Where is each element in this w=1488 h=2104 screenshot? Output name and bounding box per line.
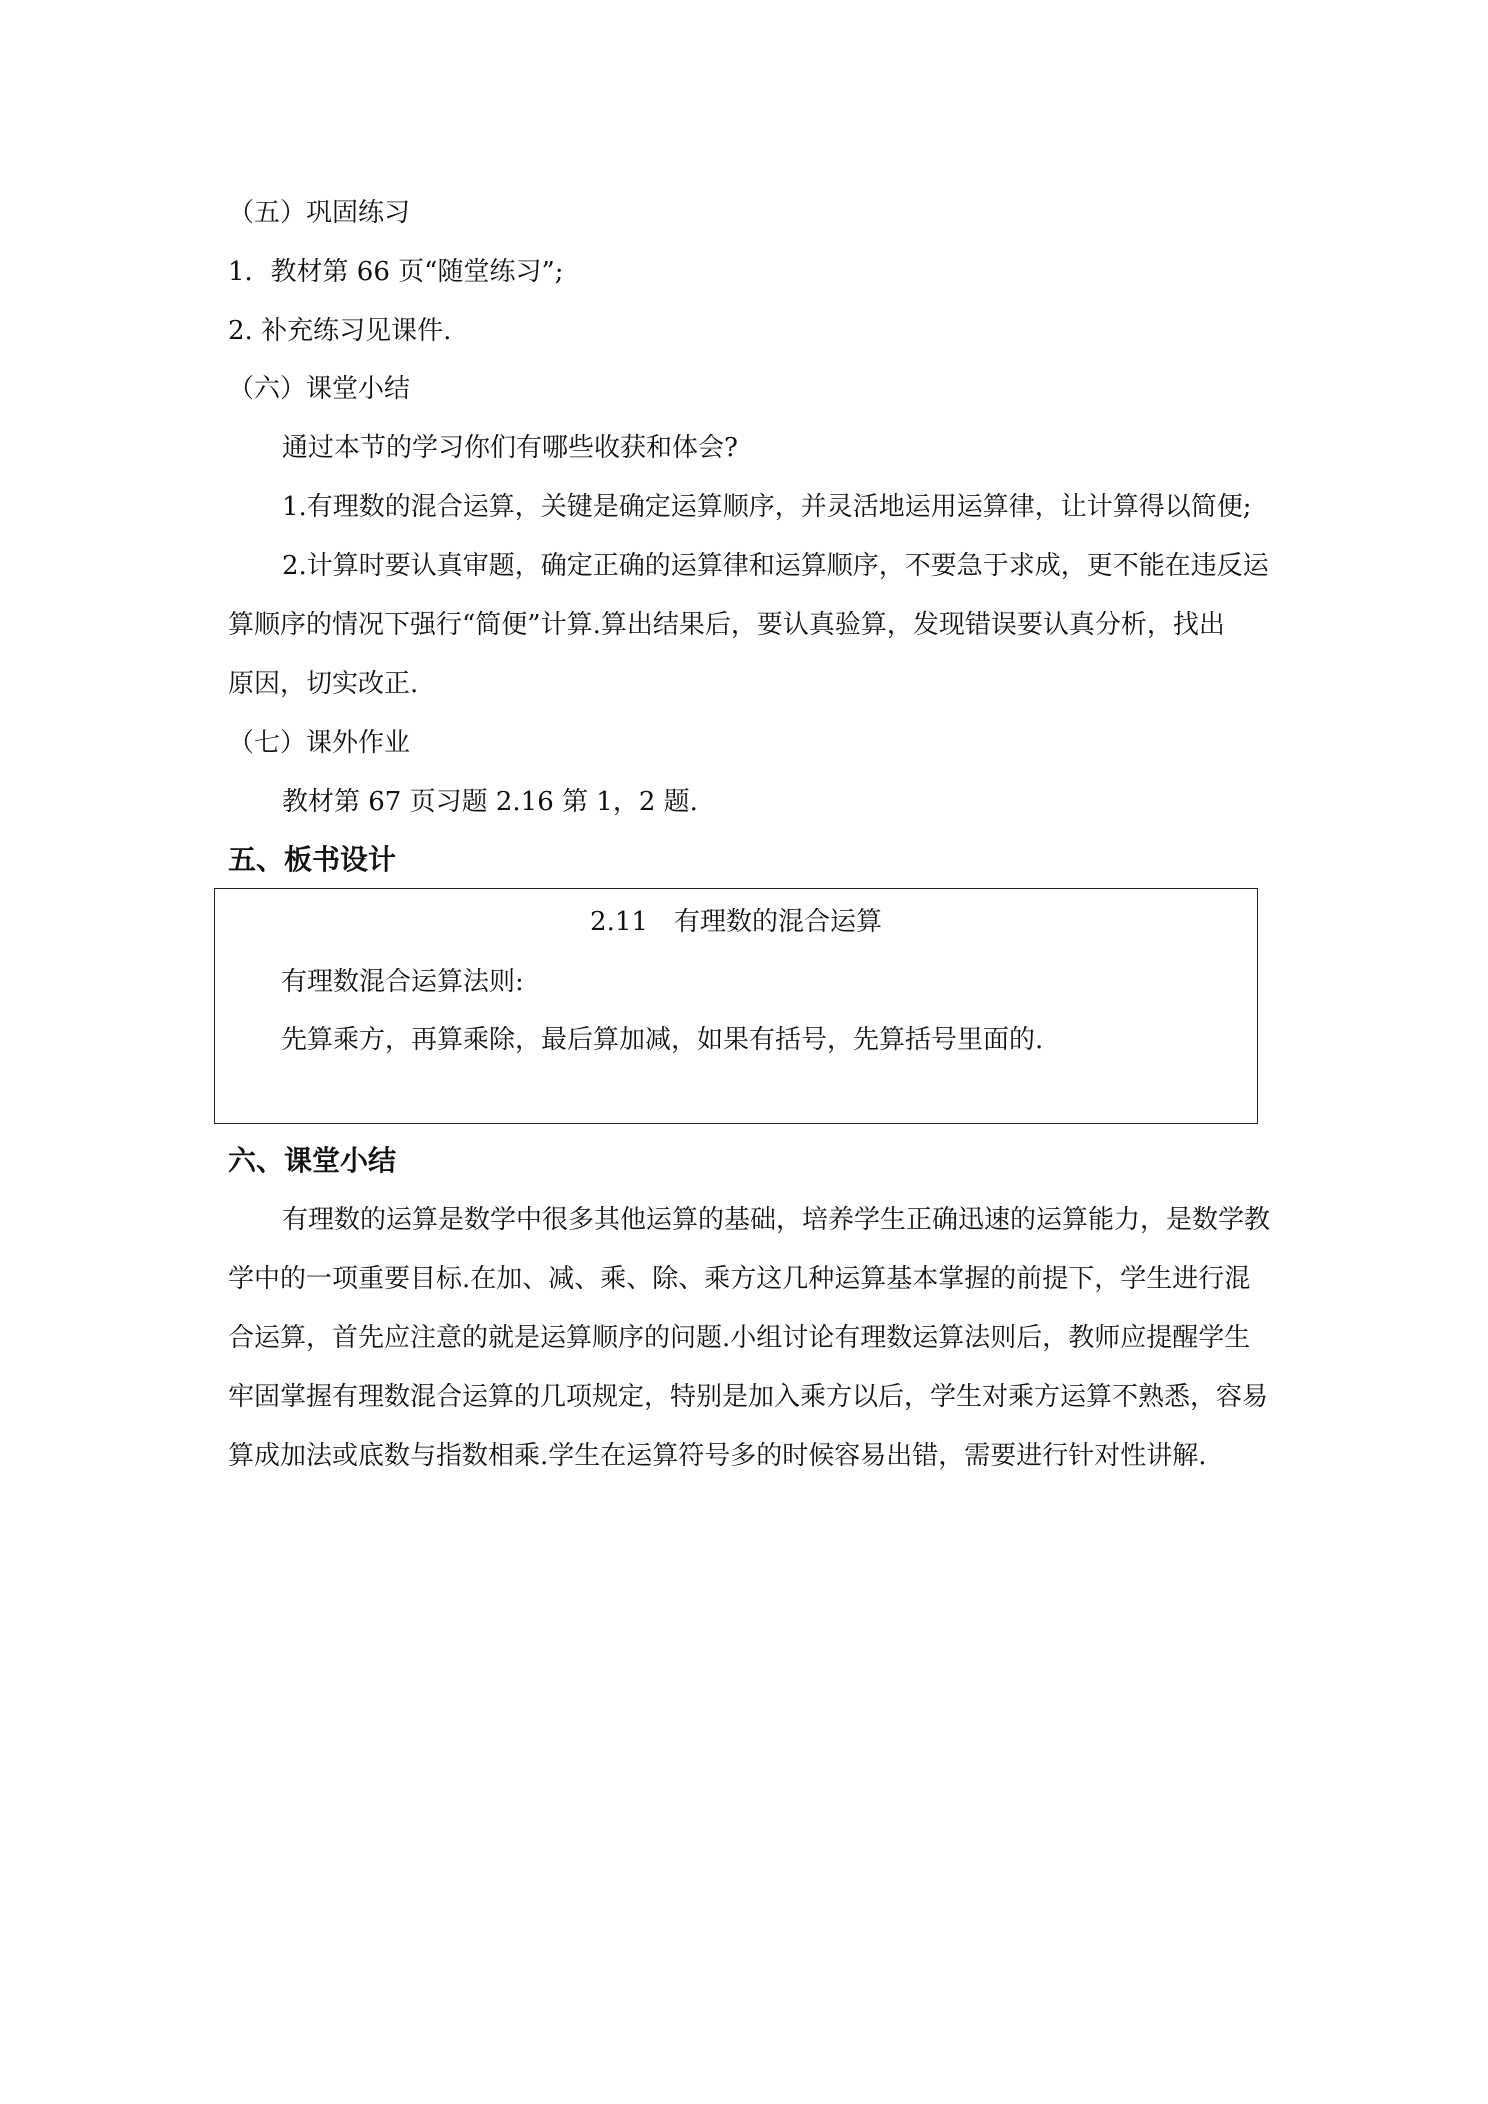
summary-point-1: 1.有理数的混合运算，关键是确定运算顺序，并灵活地运用运算律，让计算得以简便;: [282, 492, 1252, 522]
reflection-line-5: 算成加法或底数与指数相乘.学生在运算符号多的时候容易出错，需要进行针对性讲解.: [228, 1441, 1207, 1471]
board-design-box: [214, 888, 1258, 1124]
summary-question: 通过本节的学习你们有哪些收获和体会?: [282, 433, 738, 463]
board-design-heading: 五、板书设计: [228, 843, 397, 876]
board-rule-label: 有理数混合运算法则:: [281, 967, 524, 997]
summary-point-2-line-2: 算顺序的情况下强行“简便”计算.算出结果后，要认真验算，发现错误要认真分析，找出: [228, 610, 1225, 640]
board-title: 2.11 有理数的混合运算: [590, 907, 882, 937]
exercise-item-2: 2. 补充练习见课件.: [228, 316, 452, 346]
homework-heading: （七）课外作业: [228, 728, 411, 758]
consolidation-heading: （五）巩固练习: [228, 198, 411, 228]
exercise-item-1: 1．教材第 66 页“随堂练习”;: [228, 257, 564, 287]
homework-text: 教材第 67 页习题 2.16 第 1，2 题.: [282, 787, 698, 817]
reflection-line-1: 有理数的运算是数学中很多其他运算的基础，培养学生正确迅速的运算能力，是数学教: [282, 1205, 1271, 1235]
reflection-line-2: 学中的一项重要目标.在加、减、乘、除、乘方这几种运算基本掌握的前提下，学生进行混: [228, 1264, 1251, 1294]
summary-heading: （六）课堂小结: [228, 374, 411, 404]
reflection-heading: 六、课堂小结: [228, 1144, 397, 1177]
summary-point-2-line-1: 2.计算时要认真审题，确定正确的运算律和运算顺序，不要急于求成，更不能在违反运: [282, 551, 1269, 581]
board-rule-text: 先算乘方，再算乘除，最后算加减，如果有括号，先算括号里面的.: [281, 1025, 1044, 1055]
summary-point-2-line-3: 原因，切实改正.: [228, 669, 419, 699]
reflection-line-3: 合运算，首先应注意的就是运算顺序的问题.小组讨论有理数运算法则后，教师应提醒学生: [228, 1323, 1251, 1353]
reflection-line-4: 牢固掌握有理数混合运算的几项规定，特别是加入乘方以后，学生对乘方运算不熟悉，容易: [228, 1382, 1269, 1412]
